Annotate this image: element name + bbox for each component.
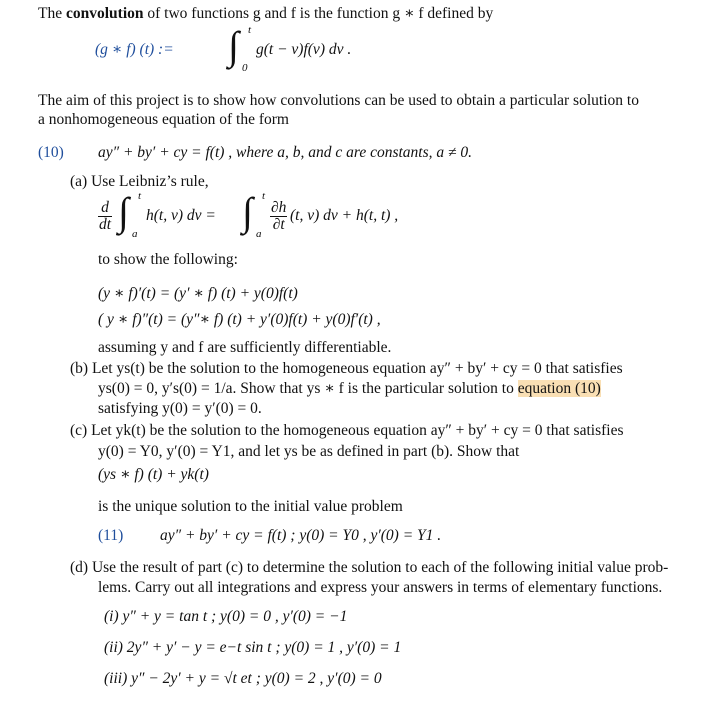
equation-11: ay″ + by′ + cy = f(t) ; y(0) = Y0 , y′(0) = Y1 . <box>160 527 442 544</box>
assumption-text: assuming y and f are sufficiently differentiable. <box>98 339 392 356</box>
solution-form: (ys ∗ f) (t) + yk(t) <box>98 466 209 483</box>
part-d-line-2: lems. Carry out all integrations and express your answers in terms of elementary functions. <box>98 579 663 596</box>
unique-solution-text: is the unique solution to the initial value problem <box>98 498 403 515</box>
result-2: ( y ∗ f)″(t) = (y″∗ f) (t) + y′(0)f(t) + y(0)f′(t) , <box>98 311 381 328</box>
integral-upper-limit: t <box>248 24 252 36</box>
part-c-line-1: (c) Let yk(t) be the solution to the homogeneous equation ay″ + by′ + cy = 0 that satisfies <box>70 422 624 439</box>
part-d-line-1: (d) Use the result of part (c) to determine the solution to each of the following initial value prob- <box>70 559 669 576</box>
equation-10: ay″ + by′ + cy = f(t) , where a, b, and c are constants, a ≠ 0. <box>98 144 473 161</box>
definition-lhs: (g ∗ f) (t) := <box>95 41 174 58</box>
to-show-text: to show the following: <box>98 251 238 268</box>
partial-fraction: $\frac{\partial h}{\partial t}$ <box>271 199 287 233</box>
part-c-line-2: y(0) = Y0, y′(0) = Y1, and let ys be as defined in part (b). Show that <box>98 443 520 460</box>
leibniz-lhs: h(t, v) dv = <box>146 207 216 224</box>
equation-10-tag: (10) <box>38 144 64 161</box>
integral-sign: ∫ <box>118 189 129 234</box>
problem-ii: (ii) 2y″ + y′ − y = e−t sin t ; y(0) = 1 , y′(0) = 1 <box>104 639 402 656</box>
definition-integrand: g(t − v)f(v) dv . <box>256 41 352 58</box>
part-b-line-2: ys(0) = 0, y′s(0) = 1/a. Show that ys ∗ f is the particular solution to equation (10) <box>98 380 601 397</box>
problem-iii: (iii) y″ − 2y′ + y = √t et ; y(0) = 2 , y′(0) = 0 <box>104 670 382 687</box>
intro-suffix: of two functions g and f is the function g ∗ f defined by <box>143 5 494 22</box>
intro-prefix: The <box>38 5 66 22</box>
d-dt-fraction: $\frac{d}{dt}$ <box>99 199 112 233</box>
result-1: (y ∗ f)′(t) = (y′ ∗ f) (t) + y(0)f(t) <box>98 285 298 302</box>
integral-sign: ∫ <box>228 23 239 68</box>
problem-i: (i) y″ + y = tan t ; y(0) = 0 , y′(0) = −1 <box>104 608 348 625</box>
part-a-heading: (a) Use Leibniz’s rule, <box>70 173 209 190</box>
equation-10-link[interactable]: equation (10) <box>517 380 601 397</box>
integral-lower-limit: 0 <box>242 62 248 74</box>
aim-line-2: a nonhomogeneous equation of the form <box>38 111 289 128</box>
aim-line-1: The aim of this project is to show how convolutions can be used to obtain a particular solution to <box>38 92 639 109</box>
convolution-definition <box>95 40 174 60</box>
integral-sign: ∫ <box>242 189 253 234</box>
part-b-line-3: satisfying y(0) = y′(0) = 0. <box>98 400 262 417</box>
part-b-line-1: (b) Let ys(t) be the solution to the homogeneous equation ay″ + by′ + cy = 0 that satisfies <box>70 360 623 377</box>
intro-bold-term: convolution <box>65 5 144 22</box>
equation-11-tag: (11) <box>98 527 124 544</box>
intro-line <box>38 4 493 24</box>
leibniz-rhs: (t, v) dv + h(t, t) , <box>290 207 399 224</box>
